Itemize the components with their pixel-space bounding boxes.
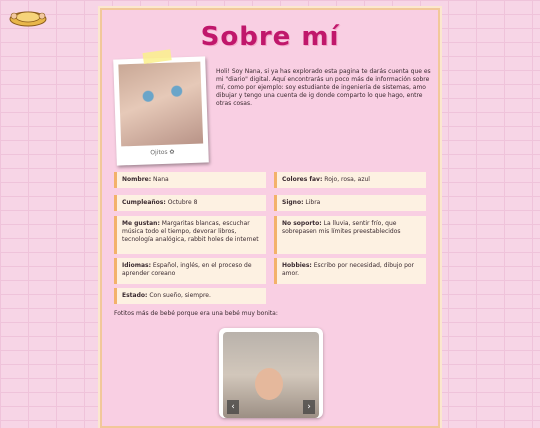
fact-label: Me gustan: — [122, 220, 160, 227]
fact-estado — [114, 288, 266, 304]
fact-label: Colores fav: — [282, 176, 323, 183]
fact-label: Estado: — [122, 292, 148, 299]
site-logo[interactable] — [6, 8, 50, 28]
profile-polaroid — [113, 56, 209, 165]
fact-hobbies — [274, 258, 426, 284]
carousel-prev-button[interactable]: ‹ — [227, 400, 239, 414]
page-title: Sobre mí — [200, 22, 340, 52]
photo-carousel[interactable] — [219, 328, 323, 418]
profile-photo — [118, 62, 203, 147]
fact-value: Libra — [305, 199, 321, 206]
photo-caption: Ojitos ✿ — [150, 148, 175, 157]
fact-signo — [274, 195, 426, 211]
fact-label: Idiomas: — [122, 262, 151, 269]
gallery-heading: Fotitos más de bebé porque era una bebé muy bonita: — [114, 310, 278, 317]
fact-label: Nombre: — [122, 176, 152, 183]
fact-value: Nana — [153, 176, 169, 183]
about-card — [100, 8, 440, 428]
fact-value: Escribo por necesidad, dibujo por amor. — [282, 262, 415, 277]
fact-label: No soporto: — [282, 220, 322, 227]
carousel-next-button[interactable]: › — [303, 400, 315, 414]
fact-value: Rojo, rosa, azul — [324, 176, 370, 183]
fact-label: Signo: — [282, 199, 304, 206]
fact-label: Cumpleaños: — [122, 199, 166, 206]
fact-gustan — [114, 216, 266, 254]
fact-nosoporto — [274, 216, 426, 254]
fact-value: Con sueño, siempre. — [149, 292, 211, 299]
fact-value: Octubre 8 — [167, 199, 198, 206]
fact-value: La lluvia, sentir frío, que sobrepasen mis límites preestablecidos — [282, 220, 401, 235]
fact-value: Español, inglés, en el proceso de aprender coreano — [122, 262, 252, 277]
fact-idiomas — [114, 258, 266, 284]
fact-value: Margaritas blancas, escuchar música todo el tiempo, devorar libros, tecnología analógica, rabbit holes de internet — [122, 220, 259, 243]
intro-text: Holi! Soy Nana, si ya has explorado esta pagina te darás cuenta que es mi "diario" digital. Aquí encontrarás un poco más de información sobre mí, como por ejemplo: soy estudiante de ingeniería de sistemas, amo dibujar y tengo una cuenta de ig donde comparto lo que hago, entre otras cosas. — [216, 68, 431, 107]
fact-nombre — [114, 172, 266, 188]
fact-cumple — [114, 195, 266, 211]
baby-figure — [255, 368, 283, 400]
fact-label: Hobbies: — [282, 262, 312, 269]
fact-colores — [274, 172, 426, 188]
